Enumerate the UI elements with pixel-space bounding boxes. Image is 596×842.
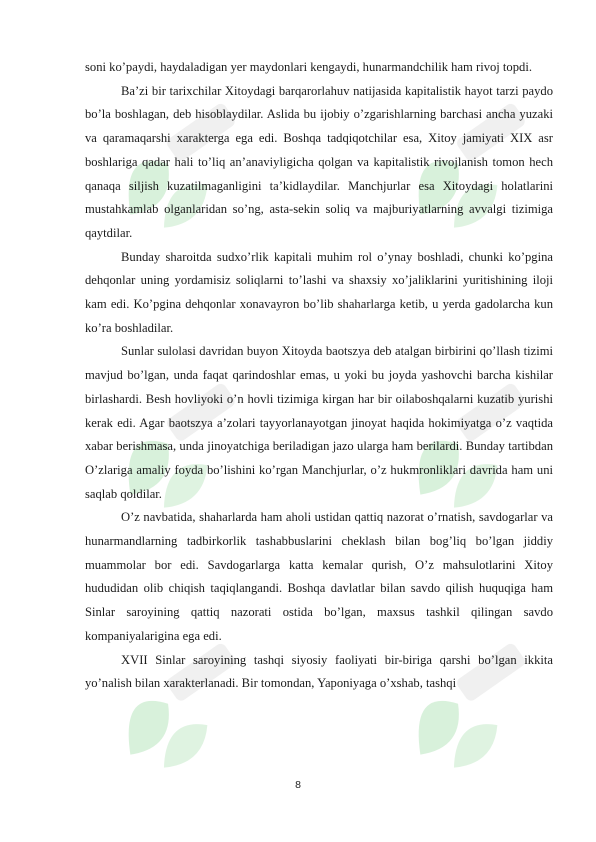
body-text [85,56,553,696]
paragraph: Bunday sharoitda sudxo’rlik kapitali muhim rol o’ynay boshladi, chunki ko’pgina dehqonlar uning yordamisiz soliqlarni to’lashi va shaxsiy xo’jaliklarini yuritishining iloji kam edi. Ko’pgina dehqonlar xonavayron bo’lib shaharlarga ketib, u yerda gadolarcha kun ko’ra boshladilar. [85,249,553,335]
paragraph: XVII Sinlar saroyining tashqi siyosiy faoliyati bir-biriga qarshi bo’lgan ikkita yo’nalish bilan xarakterlanadi. Bir tomondan, Yaponiyaga o’xshab, tashqi [85,652,553,691]
paragraph: Ba’zi bir tarixchilar Xitoydagi barqarorlahuv natijasida kapitalistik hayot tarzi paydo bo’la boshlagan, deb hisoblaydilar. Aslida bu ijobiy o’zgarishlarning barchasi ancha yuzaki va qaramaqarshi xarakterga ega edi. Boshqa tadqiqotchilar esa, Xitoy jamiyati XIX asr boshlariga qadar hali to’liq an’anaviyligicha qolgan va kapitalistik rivojlanish tomon hech qanaqa siljish kuzatilmaganligini ta’kidlaydilar. Manchjurlar esa Xitoydagi holatlarini mustahkamlab olganlaridan so’ng, asta-sekin soliq va majburiyatlarning avvalgi tizimiga qaytdilar. [85,83,553,240]
paragraph: soni ko’paydi, haydaladigan yer maydonlari kengaydi, hunarmandchilik ham rivoj topdi. [85,60,532,74]
paragraph: O’z navbatida, shaharlarda ham aholi ustidan qattiq nazorat o’rnatish, savdogarlar va hunarmandlarning tadbirkorlik tashabbuslarini cheklash bilan bog’liq bo’lgan jiddiy muammolar bor edi. Savdogarlarga katta kemalar qurish, O’z mahsulotlarini Xitoy hududidan olib chiqish taqiqlangandi. Boshqa davlatlar bilan savdo qilish huquqiga ham Sinlar saroyining qattiq nazorati ostida bo’lgan, maxsus tashkil qilingan savdo kompaniyalarigina ega edi. [85,510,553,643]
page-number: 8 [295,779,301,791]
paragraph: Sunlar sulolasi davridan buyon Xitoyda baotszya deb atalgan birbirini qo’llash tizimi mavjud bo’lgan, unda faqat qarindoshlar emas, u yoki bu joyda yashovchi barcha kishilar birlashardi. Besh hovliyoki o’n hovli tizimiga kirgan har bir oilaboshqalarni kuzatib yurishi kerak edi. Agar baotszya a’zolari tayyorlanayotgan jinoyat haqida hokimiyatga o’z vaqtida xabar berishmasa, unda jinoyatchiga beriladigan jazo ularga ham berilardi. Bunday tartibdan O’zlariga amaliy foyda bo’lishini ko’rgan Manchjurlar, o’z hukmronliklari davrida ham uni saqlab qoldilar. [85,344,553,501]
